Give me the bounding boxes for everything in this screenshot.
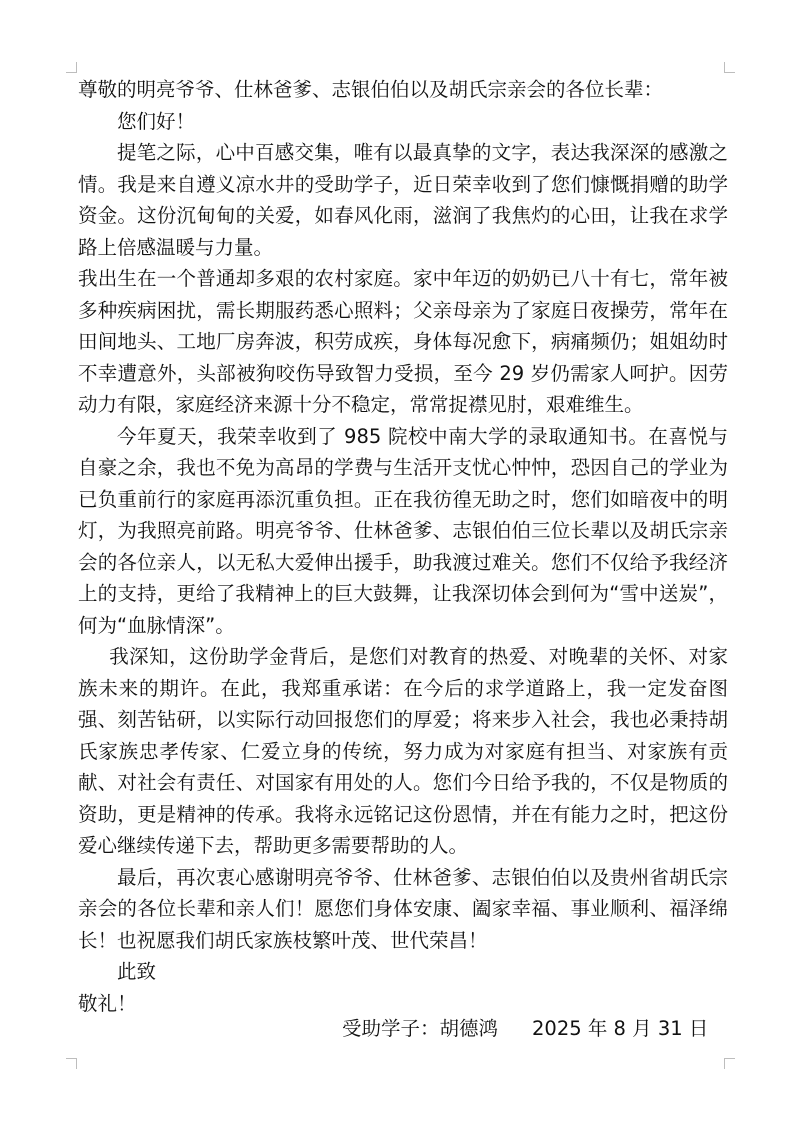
salutation: 尊敬的明亮爷爷、仕林爸爹、志银伯伯以及胡氏宗亲会的各位长辈：	[78, 78, 664, 101]
thank-you-letter	[78, 74, 728, 1019]
paragraph-intro: 提笔之际，心中百感交集，唯有以最真挚的文字，表达我深深的感激之情。我是来自遵义凉水井的受助学子，近日荣幸收到了您们慷慨捐赠的助学资金。这份沉甸甸的关爱，如春风化雨，滋润了我焦灼的心田，让我在求学路上倍感温暖与力量。	[78, 141, 728, 259]
closing-line-2: 敬礼！	[78, 991, 137, 1015]
signature-line	[342, 1013, 708, 1045]
paragraph-family: 我出生在一个普通却多艰的农村家庭。家中年迈的奶奶已八十有七，常年被多种疾病困扰，需长期服药悉心照料；父亲母亲为了家庭日夜操劳，常年在田间地头、工地厂房奔波，积劳成疾，身体每况愈下，病痛频仍；姐姐幼时不幸遭意外，头部被狗咬伤导致智力受损，至今 29 岁仍需家人呵护。因劳动力有限，家庭经济来源十分不稳定，常常捉襟见肘，艰难维生。	[78, 267, 728, 416]
page-corner-mark-top-left	[66, 62, 77, 73]
signature-name: 受助学子：胡德鸿	[342, 1017, 499, 1040]
paragraph-admission: 今年夏天，我荣幸收到了 985 院校中南大学的录取通知书。在喜悦与自豪之余，我也不免为高昂的学费与生活开支忧心忡忡，恐因自己的学业为已负重前行的家庭再添沉重负担。正在我彷徨无助之时，您们如暗夜中的明灯，为我照亮前路。明亮爷爷、仕林爸爹、志银伯伯三位长辈以及胡氏宗亲会的各位亲人，以无私大爱伸出援手，助我渡过难关。您们不仅给予我经济上的支持，更给了我精神上的巨大鼓舞，让我深切体会到何为“雪中送炭”，何为“血脉情深”。	[78, 424, 728, 637]
paragraph-thanks: 最后，再次衷心感谢明亮爷爷、仕林爸爹、志银伯伯以及贵州省胡氏宗亲会的各位长辈和亲人们！愿您们身体安康、阖家幸福、事业顺利、福泽绵长！也祝愿我们胡氏家族枝繁叶茂、世代荣昌！	[78, 865, 728, 952]
greeting: 您们好！	[117, 109, 196, 133]
page-corner-mark-bottom-right	[724, 1058, 735, 1069]
paragraph-promise: 我深知，这份助学金背后，是您们对教育的热爱、对晚辈的关怀、对家族未来的期许。在此，我郑重承诺：在今后的求学道路上，我一定发奋图强、刻苦钻研，以实际行动回报您们的厚爱；将来步入社会，我也必秉持胡氏家族忠孝传家、仁爱立身的传统，努力成为对家庭有担当、对家族有贡献、对社会有责任、对国家有用处的人。您们今日给予我的，不仅是物质的资助，更是精神的传承。我将永远铭记这份恩情，并在有能力之时，把这份爱心继续传递下去，帮助更多需要帮助的人。	[78, 645, 728, 857]
closing-line-1: 此致	[117, 960, 157, 983]
signature-date: 2025 年 8 月 31 日	[532, 1017, 709, 1040]
page-corner-mark-top-right	[724, 62, 735, 73]
page-corner-mark-bottom-left	[66, 1058, 77, 1069]
